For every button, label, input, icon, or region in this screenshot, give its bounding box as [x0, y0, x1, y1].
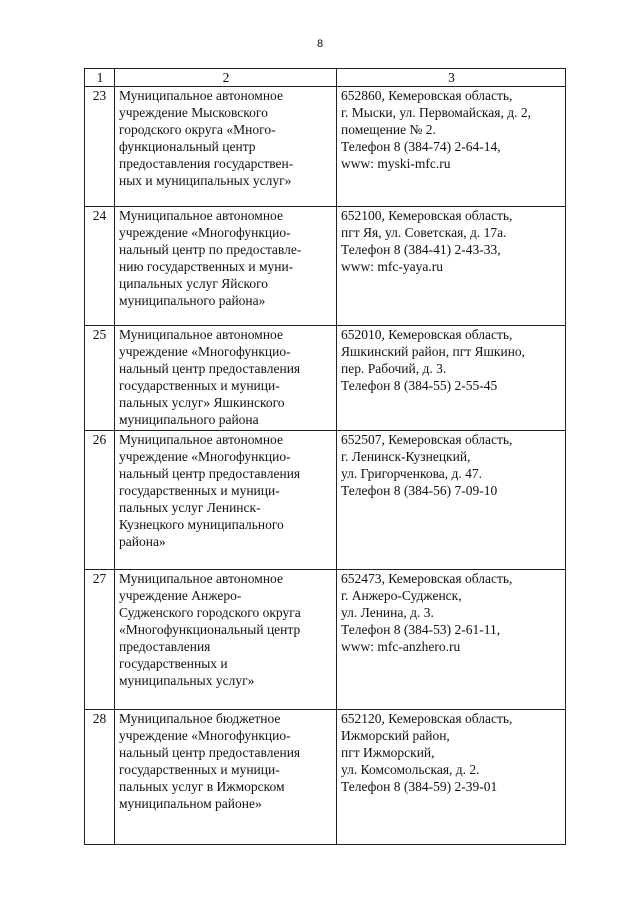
address-line: Яшкинский район, пгт Яшкино, — [341, 344, 526, 359]
name-line: нальный центр предоставления — [119, 745, 301, 760]
name-line: городского округа «Много- — [119, 122, 276, 137]
address-line: Телефон 8 (384-59) 2-39-01 — [341, 779, 498, 794]
name-line: ципальных услуг Яйского — [119, 276, 269, 291]
address-line: 652507, Кемеровская область, — [341, 432, 513, 447]
address-contacts — [337, 326, 566, 431]
header-cell-3: 3 — [337, 69, 566, 87]
address-line: г. Мыски, ул. Первомайская, д. 2, — [341, 105, 531, 120]
address-line: г. Анжеро-Судженск, — [341, 588, 462, 603]
address-line: г. Ленинск-Кузнецкий, — [341, 449, 471, 464]
address-line: Телефон 8 (384-41) 2-43-33, — [341, 242, 501, 257]
name-line: учреждение «Многофункцио- — [119, 225, 291, 240]
name-line: Судженского городского округа — [119, 605, 301, 620]
name-line: учреждение «Многофункцио- — [119, 728, 291, 743]
name-line: функциональный центр — [119, 139, 256, 154]
address-line: 652120, Кемеровская область, — [341, 711, 513, 726]
organization-name — [115, 710, 337, 845]
table-row — [85, 207, 566, 326]
page-number: 8 — [316, 38, 324, 50]
table-header-row — [85, 69, 566, 87]
address-line: Ижморский район, — [341, 728, 450, 743]
table-row — [85, 87, 566, 207]
name-line: учреждение Анжеро- — [119, 588, 242, 603]
name-line: Муниципальное автономное — [119, 571, 283, 586]
address-line: ул. Григорченкова, д. 47. — [341, 466, 482, 481]
name-line: нальный центр по предоставле- — [119, 242, 302, 257]
table-row — [85, 431, 566, 570]
name-line: государственных и муници- — [119, 378, 280, 393]
address-line: www: myski-mfc.ru — [341, 156, 451, 171]
name-line: пальных услуг Ленинск- — [119, 500, 261, 515]
row-number: 25 — [85, 326, 115, 431]
row-number: 28 — [85, 710, 115, 845]
organization-name — [115, 431, 337, 570]
name-line: учреждение «Многофункцио- — [119, 344, 291, 359]
mfc-table — [84, 68, 566, 845]
name-line: Муниципальное автономное — [119, 327, 283, 342]
name-line: государственных и муници- — [119, 762, 280, 777]
name-line: муниципальных услуг» — [119, 673, 255, 688]
address-line: ул. Ленина, д. 3. — [341, 605, 434, 620]
row-number: 27 — [85, 570, 115, 710]
name-line: ных и муниципальных услуг» — [119, 173, 292, 188]
address-line: Телефон 8 (384-53) 2-61-11, — [341, 622, 501, 637]
name-line: муниципального района» — [119, 293, 266, 308]
address-contacts — [337, 570, 566, 710]
name-line: предоставления государствен- — [119, 156, 294, 171]
table-row — [85, 710, 566, 845]
address-line: пгт Яя, ул. Советская, д. 17а. — [341, 225, 507, 240]
address-line: 652473, Кемеровская область, — [341, 571, 513, 586]
address-contacts — [337, 207, 566, 326]
name-line: «Многофункциональный центр — [119, 622, 301, 637]
row-number: 23 — [85, 87, 115, 207]
name-line: муниципальном районе» — [119, 796, 262, 811]
name-line: района» — [119, 534, 166, 549]
name-line: Муниципальное автономное — [119, 208, 283, 223]
name-line: государственных и муници- — [119, 483, 280, 498]
name-line: пальных услуг» Яшкинского — [119, 395, 285, 410]
name-line: муниципального района — [119, 412, 259, 427]
name-line: Муниципальное автономное — [119, 432, 283, 447]
name-line: Муниципальное бюджетное — [119, 711, 281, 726]
address-line: Телефон 8 (384-74) 2-64-14, — [341, 139, 501, 154]
organization-name — [115, 87, 337, 207]
name-line: предоставления — [119, 639, 211, 654]
table-row — [85, 326, 566, 431]
address-contacts — [337, 431, 566, 570]
address-line: 652860, Кемеровская область, — [341, 88, 513, 103]
address-line: 652100, Кемеровская область, — [341, 208, 513, 223]
address-line: 652010, Кемеровская область, — [341, 327, 513, 342]
row-number: 26 — [85, 431, 115, 570]
organization-name — [115, 326, 337, 431]
organization-name — [115, 570, 337, 710]
name-line: пальных услуг в Ижморском — [119, 779, 285, 794]
name-line: нию государственных и муни- — [119, 259, 294, 274]
address-line: пер. Рабочий, д. 3. — [341, 361, 447, 376]
name-line: Кузнецкого муниципального — [119, 517, 284, 532]
address-line: помещение № 2. — [341, 122, 436, 137]
name-line: государственных и — [119, 656, 228, 671]
address-line: www: mfc-anzhero.ru — [341, 639, 461, 654]
address-line: www: mfc-yaya.ru — [341, 259, 443, 274]
address-contacts — [337, 710, 566, 845]
name-line: нальный центр предоставления — [119, 361, 301, 376]
address-line: пгт Ижморский, — [341, 745, 435, 760]
name-line: учреждение Мысковского — [119, 105, 268, 120]
row-number: 24 — [85, 207, 115, 326]
header-cell-2: 2 — [115, 69, 337, 87]
name-line: нальный центр предоставления — [119, 466, 301, 481]
table-row — [85, 570, 566, 710]
address-line: ул. Комсомольская, д. 2. — [341, 762, 480, 777]
address-contacts — [337, 87, 566, 207]
name-line: учреждение «Многофункцио- — [119, 449, 291, 464]
address-line: Телефон 8 (384-55) 2-55-45 — [341, 378, 498, 393]
name-line: Муниципальное автономное — [119, 88, 283, 103]
address-line: Телефон 8 (384-56) 7-09-10 — [341, 483, 498, 498]
header-cell-1: 1 — [85, 69, 115, 87]
organization-name — [115, 207, 337, 326]
